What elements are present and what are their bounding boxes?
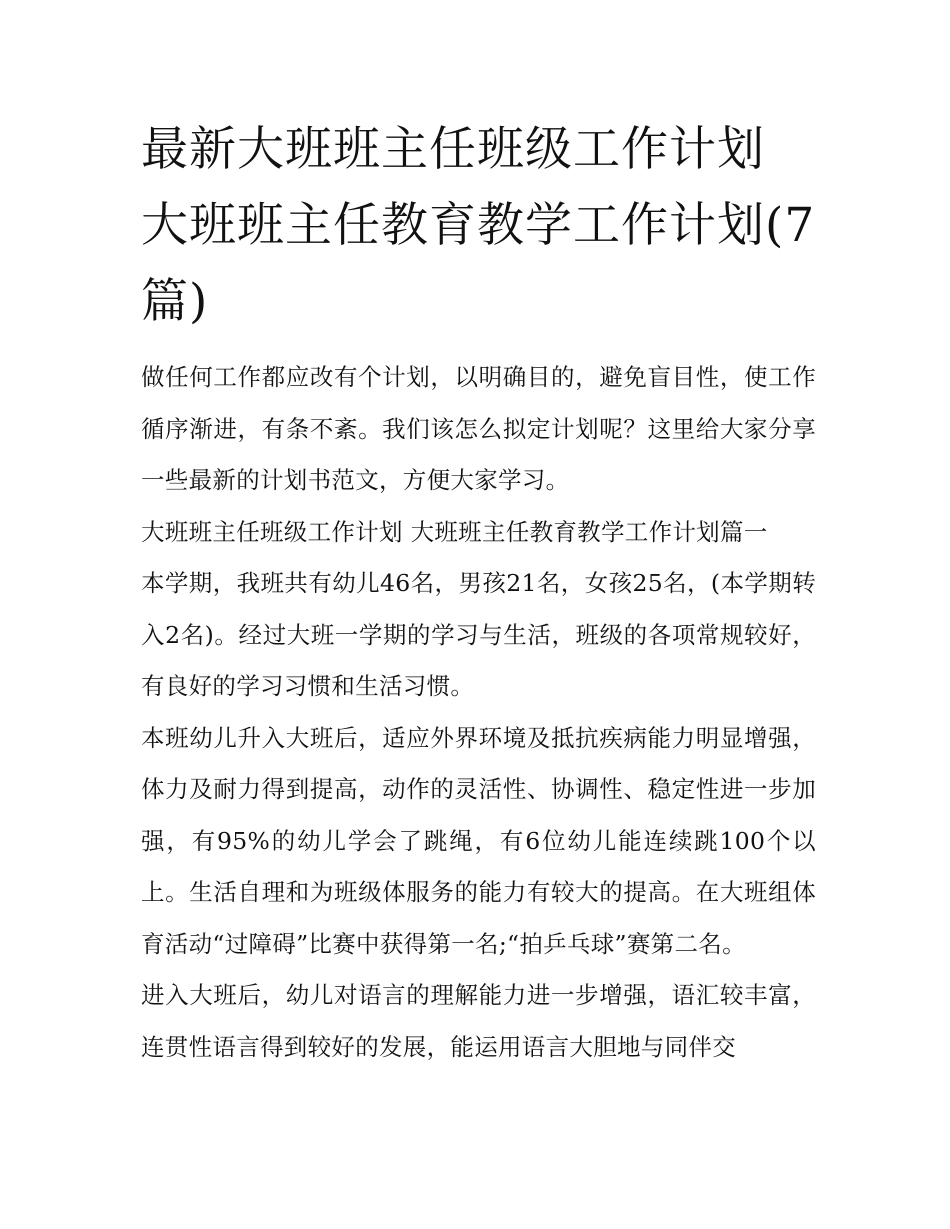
paragraph-physical-development: 本班幼儿升入大班后，适应外界环境及抵抗疾病能力明显增强，体力及耐力得到提高，动作的灵活性、协调性、稳定性进一步加强，有95%的幼儿学会了跳绳，有6位幼儿能连续跳100个以上。生活自理和为班级体服务的能力有较大的提高。在大班组体育活动“过障碍”比赛中获得第一名;“拍乒乓球”赛第二名。 bbox=[141, 723, 816, 958]
document-page bbox=[141, 112, 816, 1073]
paragraph-language-development: 进入大班后，幼儿对语言的理解能力进一步增强，语汇较丰富，连贯性语言得到较好的发展，能运用语言大胆地与同伴交 bbox=[141, 981, 816, 1061]
paragraph-intro: 做任何工作都应改有个计划，以明确目的，避免盲目性，使工作循序渐进，有条不紊。我们该怎么拟定计划呢？这里给大家分享一些最新的计划书范文，方便大家学习。 bbox=[141, 363, 816, 494]
document-title: 最新大班班主任班级工作计划 大班班主任教育教学工作计划(7篇) bbox=[141, 122, 816, 329]
paragraph-section-heading: 大班班主任班级工作计划 大班班主任教育教学工作计划篇一 bbox=[141, 517, 768, 546]
paragraph-class-overview: 本学期，我班共有幼儿46名，男孩21名，女孩25名，(本学期转入2名)。经过大班一学期的学习与生活，班级的各项常规较好，有良好的学习习惯和生活习惯。 bbox=[141, 569, 816, 700]
